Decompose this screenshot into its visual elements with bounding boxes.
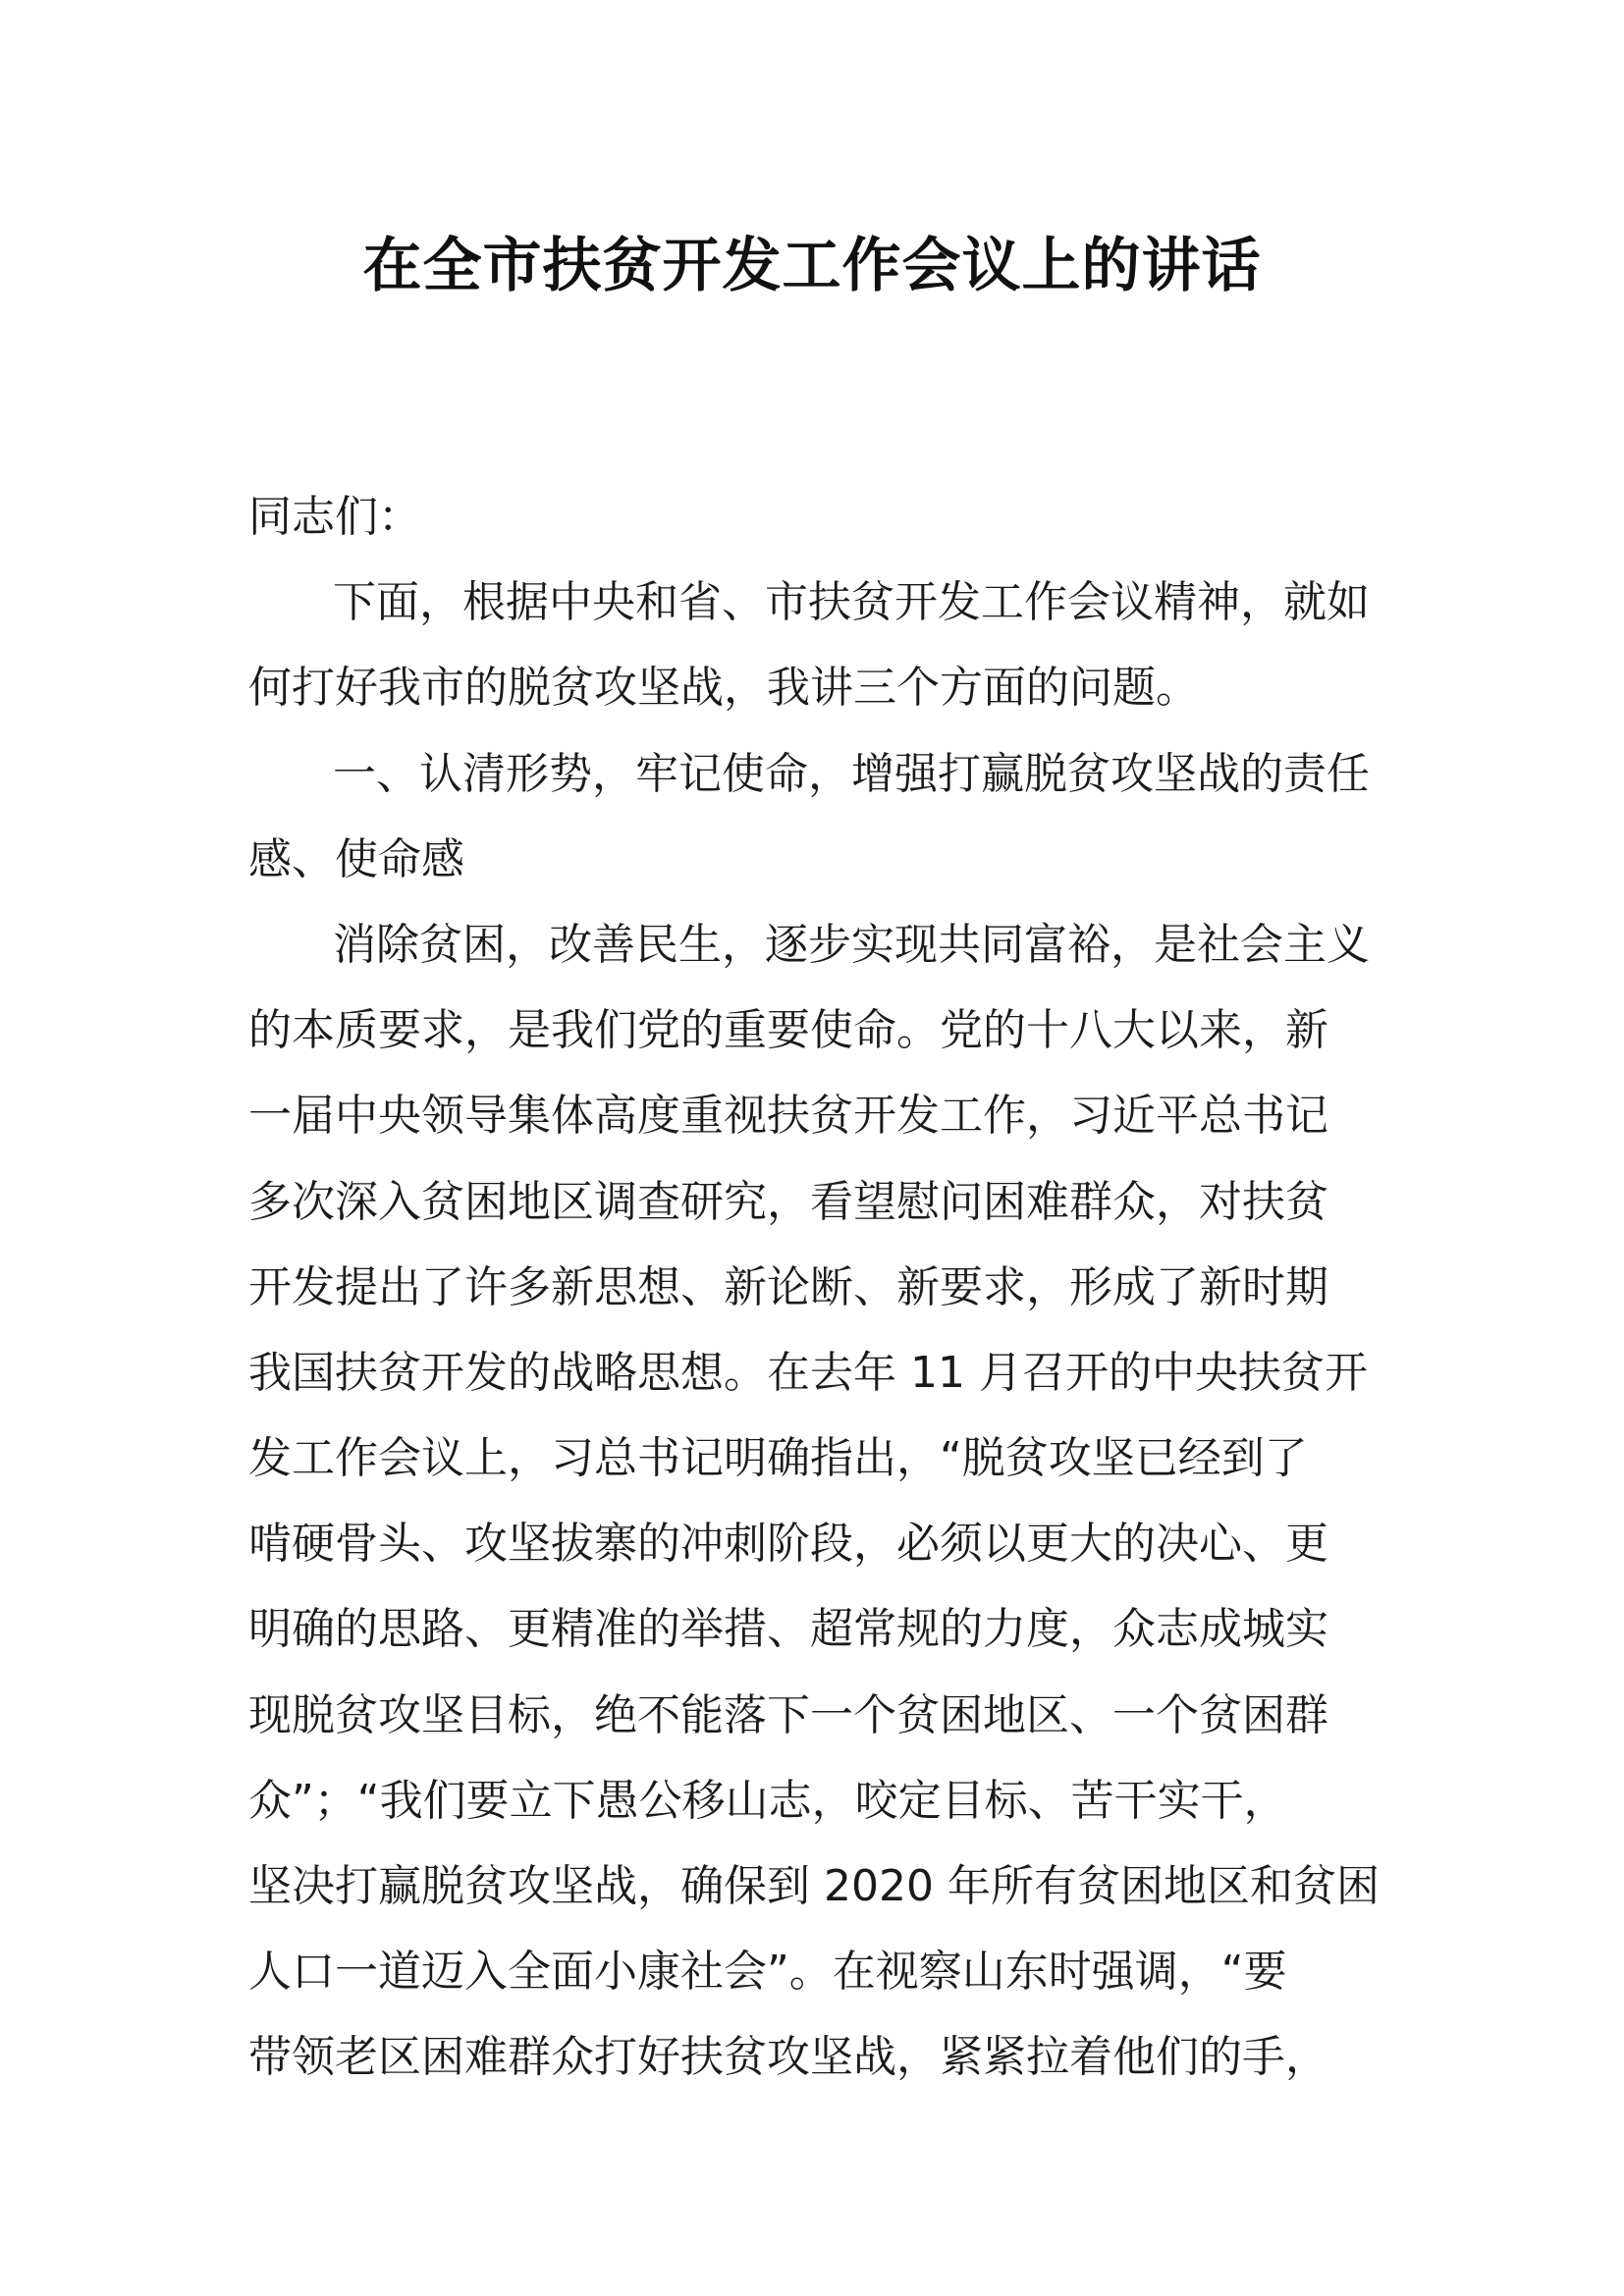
text-line: 发工作会议上，习总书记明确指出，“脱贫攻坚已经到了 — [248, 1433, 1308, 1484]
text-line: 我国扶贫开发的战略思想。在去年 11 月召开的中央扶贫开 — [248, 1347, 1368, 1398]
text-line: 带领老区困难群众打好扶贫攻坚战，紧紧拉着他们的手， — [248, 2032, 1328, 2083]
text-line: 多次深入贫困地区调查研究，看望慰问困难群众，对扶贫 — [248, 1176, 1328, 1227]
text-line: 何打好我市的脱贫攻坚战，我讲三个方面的问题。 — [248, 663, 1199, 714]
text-line: 一届中央领导集体高度重视扶贫开发工作，习近平总书记 — [248, 1091, 1328, 1142]
text-line: 感、使命感 — [248, 833, 464, 884]
text-line: 众”；“我们要立下愚公移山志，咬定目标、苦干实干， — [248, 1775, 1287, 1826]
text-line: 下面，根据中央和省、市扶贫开发工作会议精神，就如 — [333, 577, 1370, 628]
text-line: 消除贫困，改善民生，逐步实现共同富裕，是社会主义 — [333, 919, 1370, 970]
text-line: 坚决打赢脱贫攻坚战，确保到 2020 年所有贫困地区和贫困 — [248, 1861, 1380, 1911]
text-line: 一、认清形势，牢记使命，增强打赢脱贫攻坚战的责任 — [333, 748, 1370, 799]
text-line: 的本质要求，是我们党的重要使命。党的十八大以来，新 — [248, 1005, 1328, 1056]
document-body — [248, 474, 1397, 2101]
text-line: 现脱贫攻坚目标，绝不能落下一个贫困地区、一个贫困群 — [248, 1689, 1328, 1740]
text-line: 人口一道迈入全面小康社会”。在视察山东时强调，“要 — [248, 1947, 1287, 1998]
text-line: 明确的思路、更精准的举措、超常规的力度，众志成城实 — [248, 1604, 1328, 1655]
text-line: 啃硬骨头、攻坚拔寨的冲刺阶段，必须以更大的决心、更 — [248, 1519, 1328, 1570]
text-line: 同志们： — [248, 492, 421, 542]
text-line: 开发提出了许多新思想、新论断、新要求，形成了新时期 — [248, 1261, 1328, 1312]
document-title: 在全市扶贫开发工作会议上的讲话 — [362, 232, 1262, 300]
